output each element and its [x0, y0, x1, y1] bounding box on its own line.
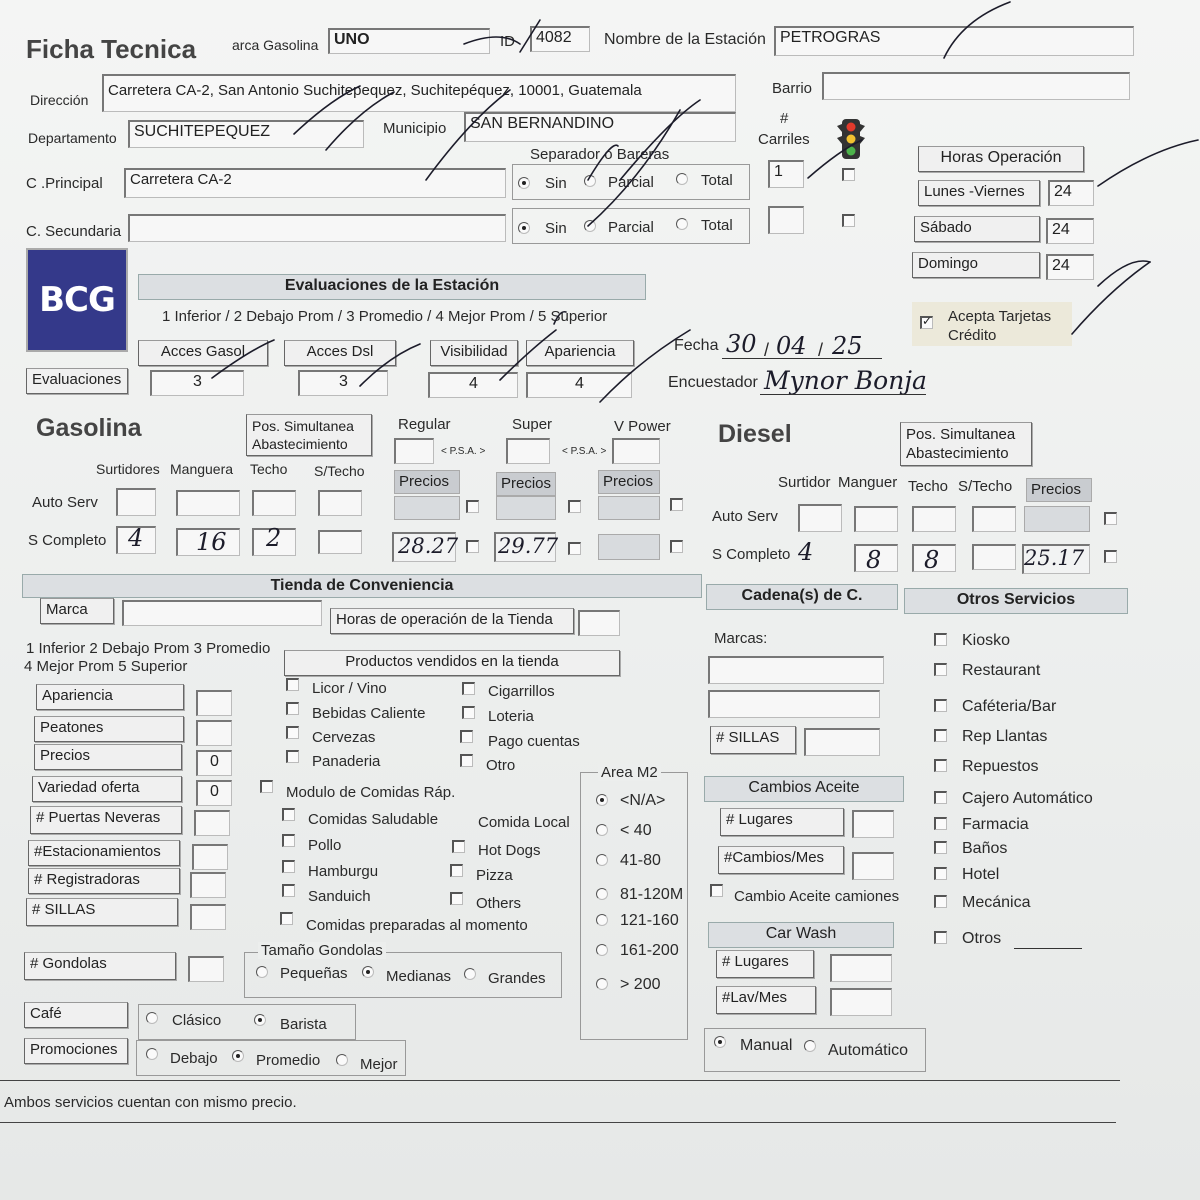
otros-item-checkbox[interactable] — [934, 931, 947, 944]
otros-item-checkbox[interactable] — [934, 633, 947, 646]
pizza-checkbox[interactable] — [450, 864, 463, 877]
barista-radio[interactable] — [254, 1014, 266, 1026]
cafe-label: Café — [24, 1002, 128, 1028]
departamento-field[interactable]: SUCHITEPEQUEZ — [128, 120, 364, 148]
dsl-sc-check[interactable] — [1104, 550, 1117, 563]
otros-item-label: Cajero Automático — [962, 790, 1093, 807]
apariencia-label: Apariencia — [526, 340, 634, 366]
apariencia-field[interactable]: 4 — [526, 372, 632, 398]
pollo-checkbox[interactable] — [282, 834, 295, 847]
sep1-total-radio[interactable] — [676, 173, 688, 185]
gas-as-check-1[interactable] — [466, 500, 479, 513]
aceite-cambios-label: #Cambios/Mes — [718, 846, 844, 874]
sep1-sin-label: Sin — [545, 175, 567, 192]
sabado-label: Sábado — [914, 216, 1040, 242]
carriles-check-2[interactable] — [842, 214, 855, 227]
cprincipal-label: C .Principal — [26, 175, 103, 192]
tienda-variedad-field[interactable]: 0 — [196, 780, 232, 806]
aceite-lugares-field[interactable] — [852, 810, 894, 838]
tienda-variedad-label: Variedad oferta — [32, 776, 182, 802]
hotdogs-label: Hot Dogs — [478, 842, 541, 859]
mejor-label: Mejor — [360, 1056, 398, 1073]
evaluaciones-scale: 1 Inferior / 2 Debajo Prom / 3 Promedio / 4 Mejor Prom / 5 Superior — [162, 308, 608, 325]
gas-sc-price-regular: 28.27 — [398, 534, 459, 558]
sep2-total-radio[interactable] — [676, 218, 688, 230]
gas-sc-check-3[interactable] — [670, 540, 683, 553]
saludable-label: Comidas Saludable — [308, 811, 439, 828]
gas-pos-line-2: Abastecimiento — [252, 436, 348, 452]
gas-as-manguera[interactable] — [176, 490, 240, 516]
pollo-label: Pollo — [308, 837, 342, 854]
modulo-checkbox[interactable] — [260, 780, 273, 793]
domingo-field[interactable]: 24 — [1046, 254, 1094, 280]
evaluaciones-row-label: Evaluaciones — [26, 368, 128, 394]
departamento-label: Departamento — [28, 130, 117, 146]
carriles-hash: # — [780, 110, 789, 127]
gas-precios-label-2: Precios — [501, 475, 552, 492]
gas-sc-check-1[interactable] — [466, 540, 479, 553]
otros-item-checkbox[interactable] — [934, 817, 947, 830]
dsl-col-manguer: Manguer — [838, 474, 898, 491]
dsl-col-surtidor: Surtidor — [778, 474, 831, 491]
aceite-header: Cambios Aceite — [704, 776, 904, 802]
area-option-label: 121-160 — [620, 912, 679, 929]
carwash-lugares-field[interactable] — [830, 954, 892, 982]
gas-col-regular: Regular — [398, 416, 451, 433]
otros-item-checkbox[interactable] — [934, 867, 947, 880]
gas-s-completo-label: S Completo — [28, 532, 107, 549]
carwash-header: Car Wash — [708, 922, 894, 948]
visibilidad-field[interactable]: 4 — [428, 372, 518, 398]
automatico-radio[interactable] — [804, 1040, 816, 1052]
dsl-sc-surtidor-value[interactable]: 4 — [798, 538, 814, 566]
dsl-as-stecho[interactable] — [972, 506, 1016, 532]
nombre-field[interactable]: PETROGRAS — [774, 26, 1134, 56]
municipio-field[interactable]: SAN BERNANDINO — [464, 112, 736, 142]
gas-as-check-2[interactable] — [568, 500, 581, 513]
csecundaria-label: C. Secundaria — [26, 223, 122, 240]
otros-item-label: Farmacia — [962, 816, 1029, 833]
otros-item-checkbox[interactable] — [934, 699, 947, 712]
carriles-check-1[interactable] — [842, 168, 855, 181]
encuestador-underline — [760, 394, 926, 395]
gas-pos-simultanea — [246, 414, 372, 456]
gas-sc-price-super: 29.77 — [498, 534, 559, 558]
loteria-label: Loteria — [488, 708, 534, 725]
gas-col-manguera: Manguera — [170, 461, 234, 477]
tienda-header: Tienda de Conveniencia — [22, 574, 702, 598]
dsl-sc-manguer-value: 8 — [866, 546, 882, 574]
footer-underline — [0, 1122, 1116, 1123]
tienda-registradoras-label: # Registradoras — [28, 868, 180, 894]
promociones-label: Promociones — [24, 1038, 128, 1064]
hotdogs-checkbox[interactable] — [452, 840, 465, 853]
barista-label: Barista — [280, 1016, 327, 1033]
area-option-radio[interactable] — [596, 794, 608, 806]
cadenas-marcas-label: Marcas: — [714, 630, 768, 647]
aceite-cambios-field[interactable] — [852, 852, 894, 880]
nombre-label: Nombre de la Estación — [604, 31, 766, 48]
tarjetas-label-1: Acepta Tarjetas — [948, 308, 1052, 325]
dsl-as-manguer[interactable] — [854, 506, 898, 532]
pago-label: Pago cuentas — [488, 733, 580, 750]
carwash-lugares-label: # Lugares — [716, 950, 814, 978]
gas-sc-surtidores-value: 4 — [128, 524, 144, 552]
sep1-parcial-label: Parcial — [608, 174, 654, 191]
gas-precios-header-1 — [394, 470, 460, 494]
tienda-precios-label: Precios — [34, 744, 182, 770]
fecha-year[interactable]: 25 — [832, 332, 863, 360]
clasico-radio[interactable] — [146, 1012, 158, 1024]
tienda-gondolas-label: # Gondolas — [24, 952, 176, 980]
modulo-label: Modulo de Comidas Ráp. — [286, 784, 456, 801]
carwash-lav-field[interactable] — [830, 988, 892, 1016]
area-option-radio[interactable] — [596, 888, 608, 900]
marca-label: arca Gasolina — [232, 37, 319, 53]
tienda-apariencia-label: Apariencia — [36, 684, 184, 710]
footer-note: Ambos servicios cuentan con mismo precio. — [4, 1094, 297, 1111]
lunes-label: Lunes -Viernes — [918, 180, 1040, 206]
separador-title: Separador o Bareras — [530, 146, 670, 163]
gas-auto-serv-label: Auto Serv — [32, 494, 98, 511]
pago-checkbox[interactable] — [460, 730, 473, 743]
panaderia-checkbox[interactable] — [286, 750, 299, 763]
gasolina-title: Gasolina — [36, 414, 142, 442]
sep2-parcial-radio[interactable] — [584, 220, 596, 232]
area-option-label: <N/A> — [620, 792, 666, 809]
dsl-s-completo-label: S Completo — [712, 546, 791, 563]
mejor-radio[interactable] — [336, 1054, 348, 1066]
area-option-label: 41-80 — [620, 852, 661, 869]
otro-label: Otro — [486, 757, 516, 774]
local-label: Comida Local — [478, 814, 570, 831]
area-option-radio[interactable] — [596, 978, 608, 990]
otros-item-label: Otros — [962, 930, 1002, 947]
acces-dsl-field[interactable]: 3 — [298, 370, 388, 396]
panaderia-label: Panaderia — [312, 753, 381, 770]
page-title: Ficha Tecnica — [26, 34, 197, 64]
gas-precios-label-3: Precios — [603, 473, 654, 490]
domingo-label: Domingo — [912, 252, 1040, 278]
aceite-lugares-label: # Lugares — [720, 808, 844, 836]
sep2-total-label: Total — [701, 217, 733, 234]
tamano-title: Tamaño Gondolas — [258, 942, 386, 959]
dsl-as-surtidor[interactable] — [798, 504, 842, 532]
dsl-pos-simultanea — [900, 422, 1032, 466]
gas-pos-line-1: Pos. Simultanea — [252, 418, 354, 434]
dsl-auto-serv-label: Auto Serv — [712, 508, 778, 525]
saludable-checkbox[interactable] — [282, 808, 295, 821]
cadenas-header: Cadena(s) de C. — [706, 584, 898, 610]
medianas-label: Medianas — [386, 968, 452, 985]
cadenas-marca-field-2[interactable] — [708, 690, 880, 718]
evaluaciones-header: Evaluaciones de la Estación — [138, 274, 646, 300]
area-title: Area M2 — [598, 764, 661, 781]
tienda-scale-1: 1 Inferior 2 Debajo Prom 3 Promedio — [26, 640, 271, 657]
gas-as-check-3[interactable] — [670, 498, 683, 511]
area-option-radio[interactable] — [596, 944, 608, 956]
tienda-gondolas-field[interactable] — [188, 956, 224, 982]
otros-item-label: Kiosko — [962, 632, 1011, 649]
dsl-precios-label: Precios — [1031, 481, 1082, 498]
direccion-label: Dirección — [30, 92, 89, 108]
barrio-field[interactable] — [822, 72, 1130, 100]
id-field[interactable]: 4082 — [530, 26, 590, 52]
tienda-scale-2: 4 Mejor Prom 5 Superior — [24, 658, 188, 675]
otros-item-checkbox[interactable] — [934, 791, 947, 804]
aceite-camiones-label: Cambio Aceite camiones — [734, 888, 900, 905]
otros-item-label: Repuestos — [962, 758, 1039, 775]
fecha-day[interactable]: 30 — [726, 330, 757, 358]
clasico-label: Clásico — [172, 1012, 222, 1029]
id-label: ID — [500, 33, 515, 50]
cervezas-label: Cervezas — [312, 729, 376, 746]
cadenas-marca-field-1[interactable] — [708, 656, 884, 684]
carriles-field-2[interactable] — [768, 206, 804, 234]
sep1-total-label: Total — [701, 172, 733, 189]
others-label: Others — [476, 895, 522, 912]
fecha-underline — [722, 358, 882, 359]
gas-col-vpower: V Power — [614, 418, 671, 435]
fecha-sep-1: / — [764, 340, 770, 360]
cprincipal-field[interactable]: Carretera CA-2 — [124, 168, 506, 198]
csecundaria-field[interactable] — [128, 214, 506, 242]
acces-gas-field[interactable]: 3 — [150, 370, 244, 396]
area-option-radio[interactable] — [596, 854, 608, 866]
otro-checkbox[interactable] — [460, 754, 473, 767]
gas-sc-manguera-value: 16 — [196, 528, 227, 556]
municipio-label: Municipio — [383, 120, 447, 137]
otros-item-label: Rep Llantas — [962, 728, 1048, 745]
tienda-peatones-label: Peatones — [34, 716, 184, 742]
tienda-apariencia-field[interactable] — [196, 690, 232, 716]
otros-underline — [1014, 948, 1082, 949]
encuestador-value[interactable]: Mynor Bonja — [764, 366, 927, 395]
pequenas-radio[interactable] — [256, 966, 268, 978]
acces-gas-label: Acces Gasol — [138, 340, 268, 366]
gas-as-techo[interactable] — [252, 490, 296, 516]
debajo-label: Debajo — [170, 1050, 218, 1067]
gas-col-techo: Techo — [250, 461, 288, 477]
diesel-title: Diesel — [718, 420, 792, 448]
others-checkbox[interactable] — [450, 892, 463, 905]
bebidas-checkbox[interactable] — [286, 702, 299, 715]
aceite-camiones-checkbox[interactable] — [710, 884, 723, 897]
traffic-light-icon — [836, 118, 866, 160]
tienda-precios-field[interactable]: 0 — [196, 750, 232, 776]
sep2-sin-radio[interactable] — [518, 222, 530, 234]
area-option-label: 161-200 — [620, 942, 679, 959]
fecha-sep-2: / — [818, 340, 824, 360]
dsl-precios-header — [1026, 478, 1092, 502]
tienda-peatones-field[interactable] — [196, 720, 232, 746]
otros-item-label: Mecánica — [962, 894, 1031, 911]
area-option-label: > 200 — [620, 976, 661, 993]
cigarrillos-label: Cigarrillos — [488, 683, 555, 700]
dsl-sc-techo-value: 8 — [924, 546, 940, 574]
tienda-registradoras-field[interactable] — [190, 872, 226, 898]
gas-precios-header-3 — [598, 470, 660, 494]
bebidas-label: Bebidas Caliente — [312, 705, 426, 722]
sanduich-checkbox[interactable] — [282, 884, 295, 897]
pizza-label: Pizza — [476, 867, 513, 884]
tienda-horas-label: Horas de operación de la Tienda — [330, 608, 574, 634]
lunes-field[interactable]: 24 — [1048, 180, 1094, 206]
fecha-month[interactable]: 04 — [776, 332, 807, 360]
carriles-label: Carriles — [758, 131, 810, 148]
sep2-sin-label: Sin — [545, 220, 567, 237]
carwash-lav-label: #Lav/Mes — [716, 986, 816, 1014]
otros-header: Otros Servicios — [904, 588, 1128, 614]
area-option-radio[interactable] — [596, 824, 608, 836]
gas-as-price-2[interactable] — [496, 496, 556, 520]
cigarrillos-checkbox[interactable] — [462, 682, 475, 695]
bcg-logo — [26, 248, 128, 352]
direccion-field[interactable]: Carretera CA-2, San Antonio Suchitepequez, Suchitepéquez, 10001, Guatemala — [102, 74, 736, 112]
pequenas-label: Pequeñas — [280, 965, 348, 982]
barrio-label: Barrio — [772, 80, 813, 97]
manual-label: Manual — [740, 1037, 793, 1054]
gas-precios-header-2 — [496, 472, 556, 496]
dsl-sc-price: 25.17 — [1024, 546, 1085, 570]
carriles-field[interactable]: 1 — [768, 160, 804, 188]
horas-title: Horas Operación — [918, 146, 1084, 172]
preparadas-label: Comidas preparadas al momento — [306, 917, 528, 934]
gas-col-stecho: S/Techo — [314, 463, 365, 479]
otros-item-label: Caféteria/Bar — [962, 698, 1057, 715]
tienda-horas-field[interactable] — [578, 610, 620, 636]
tienda-sillas-label: # SILLAS — [26, 898, 178, 926]
loteria-checkbox[interactable] — [462, 706, 475, 719]
fecha-label: Fecha — [674, 337, 719, 354]
gas-as-surtidores[interactable] — [116, 488, 156, 516]
area-option-label: < 40 — [620, 822, 652, 839]
gas-sc-price-3[interactable] — [598, 534, 660, 560]
dsl-pos-line-2: Abastecimiento — [906, 445, 1009, 462]
sep2-parcial-label: Parcial — [608, 219, 654, 236]
gas-sc-check-2[interactable] — [568, 542, 581, 555]
medianas-radio[interactable] — [362, 966, 374, 978]
gas-as-price-3[interactable] — [598, 496, 660, 520]
gas-as-price-1[interactable] — [394, 496, 460, 520]
promedio-label: Promedio — [256, 1052, 321, 1069]
otros-item-label: Hotel — [962, 866, 1000, 883]
dsl-col-techo: Techo — [908, 478, 949, 495]
gas-psa-2: < P.S.A. > — [562, 446, 607, 457]
bcg-logo-text: BCG — [39, 280, 115, 320]
area-option-radio[interactable] — [596, 914, 608, 926]
hamburgu-checkbox[interactable] — [282, 860, 295, 873]
otros-item-label: Baños — [962, 840, 1008, 857]
cervezas-checkbox[interactable] — [286, 726, 299, 739]
otros-item-checkbox[interactable] — [934, 729, 947, 742]
tarjetas-label-2: Crédito — [948, 327, 997, 344]
dsl-as-price[interactable] — [1024, 506, 1090, 532]
dsl-col-stecho: S/Techo — [958, 478, 1013, 495]
tienda-puertas-label: # Puertas Neveras — [30, 806, 182, 834]
dsl-pos-line-1: Pos. Simultanea — [906, 426, 1016, 443]
tienda-estacionamientos-field[interactable] — [192, 844, 228, 870]
gas-col-super: Super — [512, 416, 553, 433]
automatico-label: Automático — [828, 1042, 909, 1059]
tienda-puertas-field[interactable] — [194, 810, 230, 836]
dsl-sc-stecho[interactable] — [972, 544, 1016, 570]
gas-psa-box-2[interactable] — [506, 438, 550, 464]
otros-item-checkbox[interactable] — [934, 663, 947, 676]
licor-label: Licor / Vino — [312, 680, 387, 697]
debajo-radio[interactable] — [146, 1048, 158, 1060]
cadenas-sillas-label: # SILLAS — [710, 726, 796, 754]
licor-checkbox[interactable] — [286, 678, 299, 691]
acces-dsl-label: Acces Dsl — [284, 340, 396, 366]
footer-divider — [0, 1080, 1120, 1081]
preparadas-checkbox[interactable] — [280, 912, 293, 925]
area-option-label: 81-120M — [620, 886, 684, 903]
manual-radio[interactable] — [714, 1036, 726, 1048]
gas-sc-techo-value: 2 — [266, 524, 282, 552]
otros-item-label: Restaurant — [962, 662, 1041, 679]
tienda-sillas-field[interactable] — [190, 904, 226, 930]
gas-psa-box-1[interactable] — [394, 438, 434, 464]
grandes-label: Grandes — [488, 970, 546, 987]
marca-field[interactable]: UNO — [328, 28, 490, 54]
sep1-parcial-radio[interactable] — [584, 175, 596, 187]
encuestador-label: Encuestador — [668, 374, 758, 391]
tienda-estacionamientos-label: #Estacionamientos — [28, 840, 180, 866]
gas-col-surtidores: Surtidores — [96, 461, 160, 477]
visibilidad-label: Visibilidad — [430, 340, 518, 366]
otros-item-checkbox[interactable] — [934, 759, 947, 772]
gas-psa-box-3[interactable] — [612, 438, 660, 464]
tienda-marca-label: Marca — [40, 598, 114, 624]
gas-psa-1: < P.S.A. > — [441, 446, 486, 457]
hamburgu-label: Hamburgu — [308, 863, 379, 880]
sabado-field[interactable]: 24 — [1046, 218, 1094, 244]
productos-title: Productos vendidos en la tienda — [284, 650, 620, 676]
area-group — [580, 772, 688, 1040]
sep1-sin-radio[interactable] — [518, 177, 530, 189]
dsl-as-techo[interactable] — [912, 506, 956, 532]
tienda-marca-field[interactable] — [122, 600, 322, 626]
dsl-as-check[interactable] — [1104, 512, 1117, 525]
gas-sc-stecho[interactable] — [318, 530, 362, 554]
sanduich-label: Sanduich — [308, 888, 371, 905]
gas-as-stecho[interactable] — [318, 490, 362, 516]
gas-precios-label-1: Precios — [399, 473, 450, 490]
otros-item-checkbox[interactable] — [934, 895, 947, 908]
cadenas-sillas-field[interactable] — [804, 728, 880, 756]
promedio-radio[interactable] — [232, 1050, 244, 1062]
otros-item-checkbox[interactable] — [934, 841, 947, 854]
grandes-radio[interactable] — [464, 968, 476, 980]
tarjetas-checkbox[interactable] — [920, 316, 933, 329]
